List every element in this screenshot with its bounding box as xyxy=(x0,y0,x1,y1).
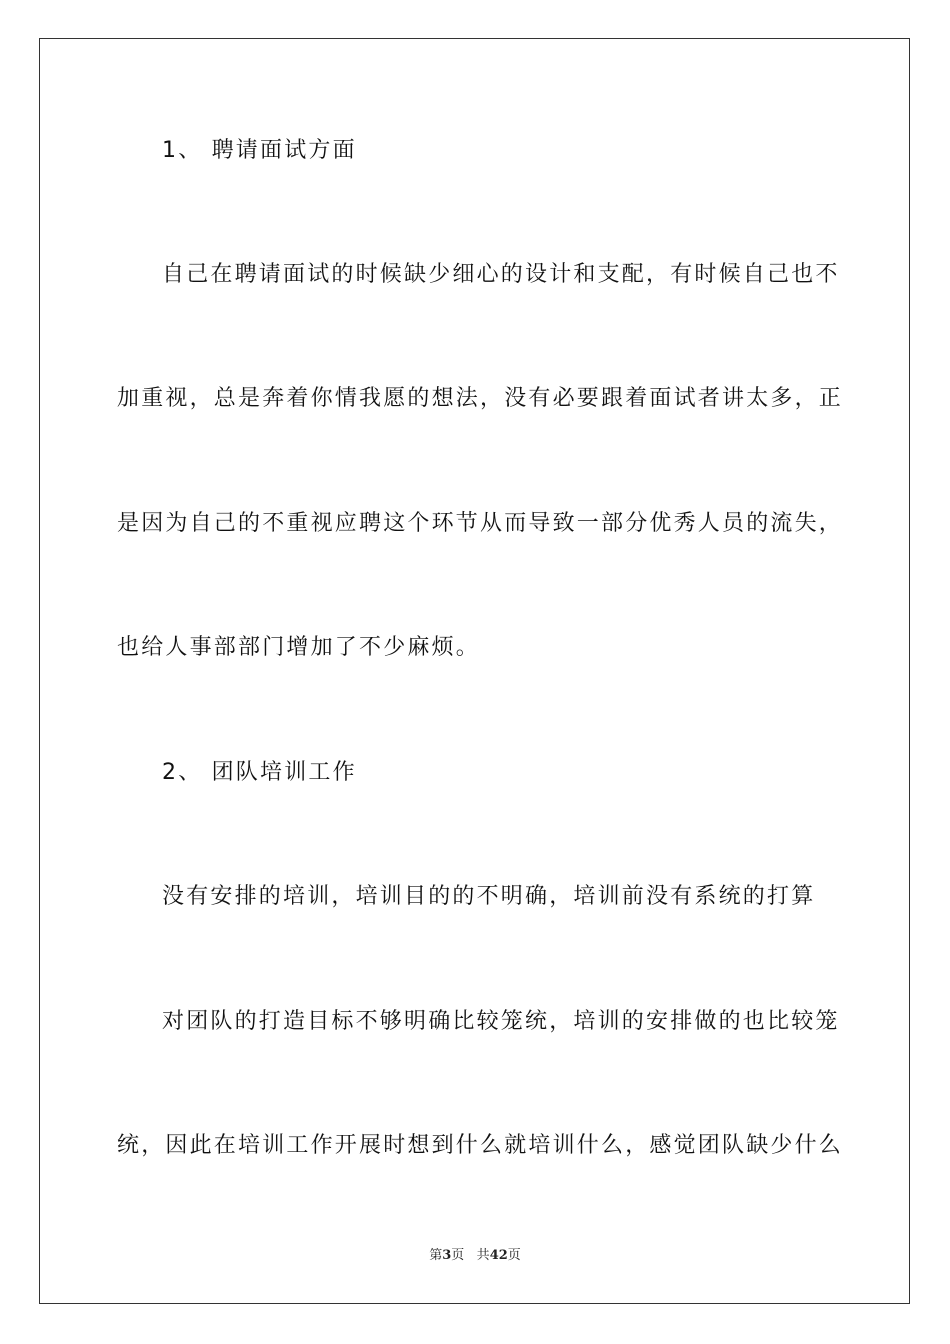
paragraph-line: 对团队的打造目标不够明确比较笼统，培训的安排做的也比较笼 xyxy=(162,1009,840,1034)
paragraph-line: 加重视，总是奔着你情我愿的想法，没有必要跟着面试者讲太多，正 xyxy=(117,386,844,411)
page-border xyxy=(39,38,910,1304)
total-pages-number: 42 xyxy=(489,1248,508,1263)
footer-page-suffix: 页 xyxy=(451,1248,465,1263)
paragraph-line: 统，因此在培训工作开展时想到什么就培训什么，感觉团队缺少什么 xyxy=(117,1133,844,1158)
page-footer xyxy=(0,1247,950,1265)
footer-prefix: 第 xyxy=(429,1248,443,1263)
section-heading-2: 2、 团队培训工作 xyxy=(162,760,357,785)
footer-total-prefix: 共 xyxy=(476,1248,490,1263)
footer-total-suffix: 页 xyxy=(507,1248,521,1263)
paragraph-line: 也给人事部部门增加了不少麻烦。 xyxy=(117,635,481,660)
paragraph-line: 自己在聘请面试的时候缺少细心的设计和支配，有时候自己也不 xyxy=(162,262,840,287)
paragraph-line: 没有安排的培训，培训目的的不明确，培训前没有系统的打算 xyxy=(162,884,816,909)
paragraph-line: 是因为自己的不重视应聘这个环节从而导致一部分优秀人员的流失， xyxy=(117,511,844,536)
section-heading-1: 1、 聘请面试方面 xyxy=(162,138,357,163)
current-page-number: 3 xyxy=(442,1248,452,1263)
